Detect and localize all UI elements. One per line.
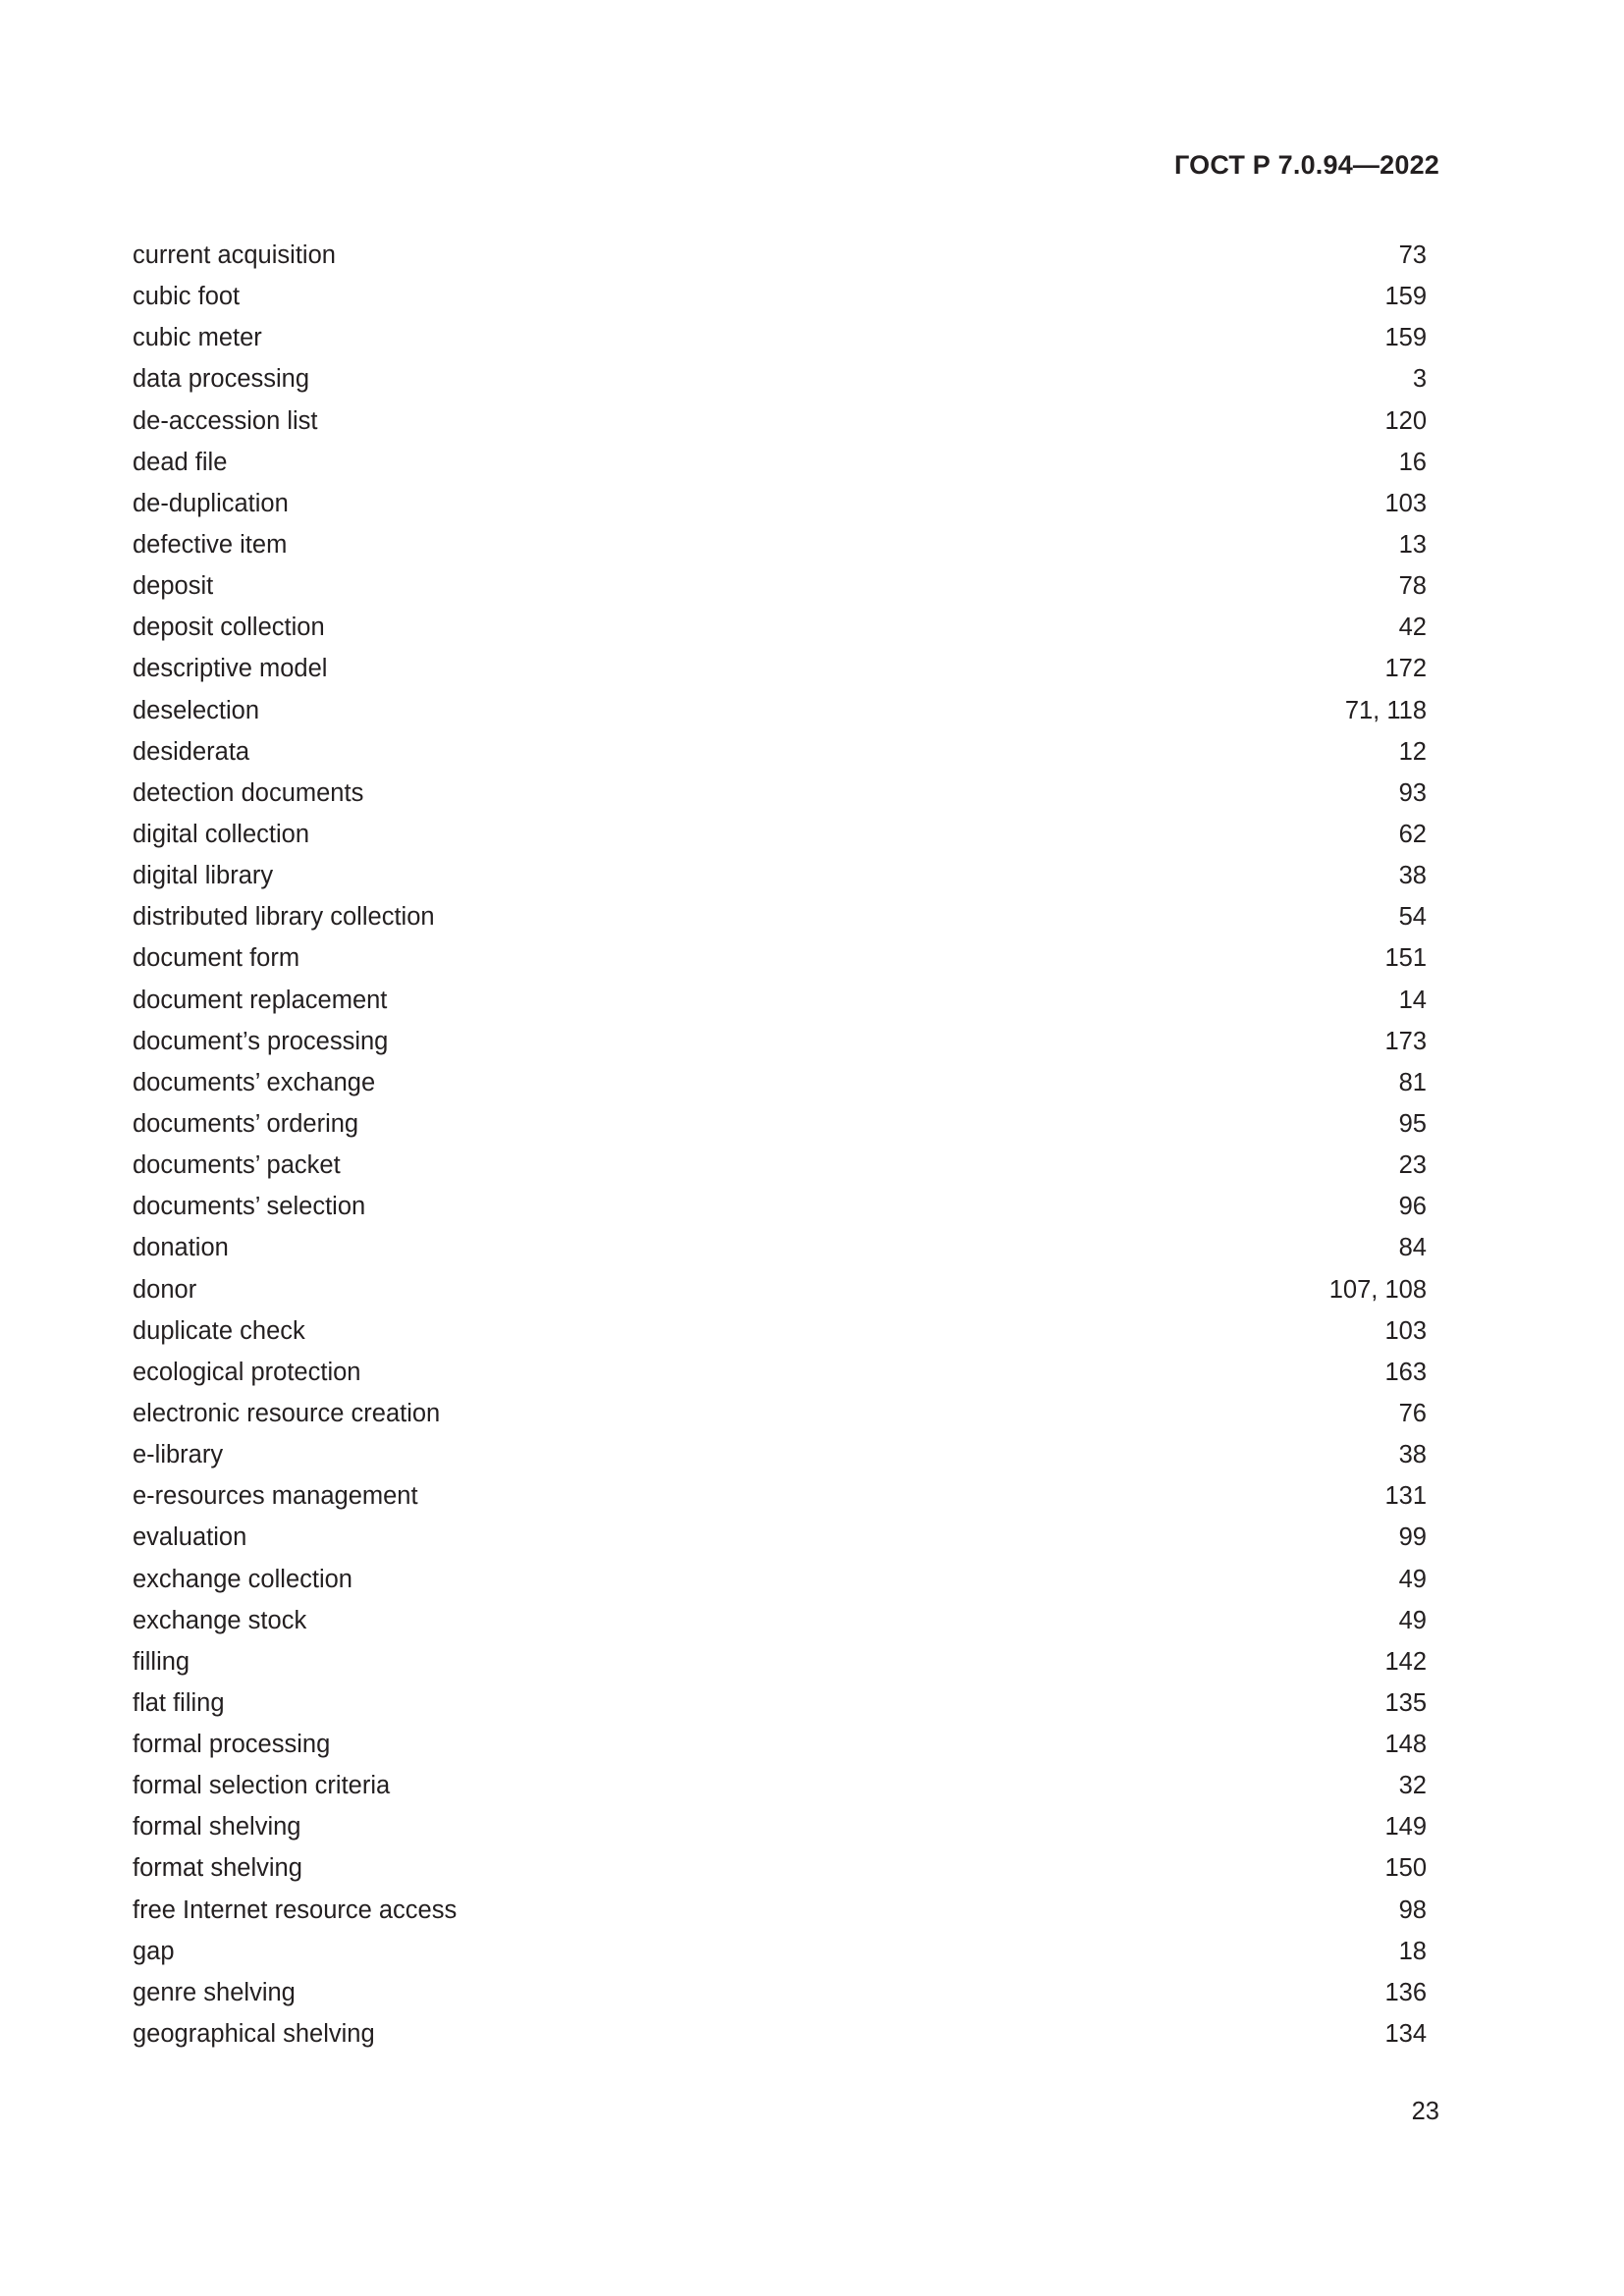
index-term: documents’ ordering bbox=[133, 1109, 359, 1138]
index-term: documents’ selection bbox=[133, 1193, 366, 1221]
index-term-references: 107, 108 bbox=[1328, 1275, 1427, 1304]
index-term: dead file bbox=[133, 448, 228, 476]
index-term-references: 54 bbox=[1398, 903, 1427, 932]
index-term: desiderata bbox=[133, 737, 250, 766]
index-term-references: 159 bbox=[1384, 324, 1427, 352]
index-term-references: 76 bbox=[1398, 1399, 1427, 1427]
index-entry bbox=[133, 1480, 1427, 1522]
index-term-references: 49 bbox=[1398, 1606, 1427, 1634]
index-term: deposit collection bbox=[133, 614, 325, 642]
index-entry bbox=[133, 1191, 1427, 1232]
index-entry bbox=[133, 1811, 1427, 1852]
index-term: document replacement bbox=[133, 986, 388, 1014]
index-term-references: 84 bbox=[1398, 1234, 1427, 1262]
index-entry bbox=[133, 1522, 1427, 1563]
index-term-references: 103 bbox=[1384, 489, 1427, 517]
index-term: deselection bbox=[133, 696, 260, 724]
index-term: formal selection criteria bbox=[133, 1772, 391, 1800]
index-term: formal processing bbox=[133, 1731, 331, 1759]
index-entry bbox=[133, 1274, 1427, 1315]
index-term: ecological protection bbox=[133, 1358, 361, 1386]
index-term: digital library bbox=[133, 862, 274, 890]
index-entry bbox=[133, 405, 1427, 447]
index-term-references: 81 bbox=[1398, 1068, 1427, 1096]
index-term: deposit bbox=[133, 572, 214, 601]
index-entry bbox=[133, 1357, 1427, 1398]
index-term-references: 38 bbox=[1398, 1441, 1427, 1469]
index-entry bbox=[133, 281, 1427, 322]
index-entry bbox=[133, 777, 1427, 819]
index-term: donation bbox=[133, 1234, 229, 1262]
index-term-references: 159 bbox=[1384, 283, 1427, 311]
index-term: descriptive model bbox=[133, 655, 328, 683]
index-term-references: 78 bbox=[1398, 572, 1427, 601]
index-entry bbox=[133, 1687, 1427, 1729]
index-entry bbox=[133, 1067, 1427, 1108]
index-entry bbox=[133, 1936, 1427, 1977]
index-term-references: 134 bbox=[1384, 2020, 1427, 2049]
index-entry bbox=[133, 1646, 1427, 1687]
index-term-references: 3 bbox=[1412, 365, 1427, 394]
index-term: de-accession list bbox=[133, 406, 318, 435]
index-entry bbox=[133, 1149, 1427, 1191]
index-term-references: 163 bbox=[1384, 1358, 1427, 1386]
index-entry bbox=[133, 1895, 1427, 1936]
index-term: documents’ packet bbox=[133, 1151, 341, 1180]
index-term: duplicate check bbox=[133, 1316, 305, 1345]
index-entry bbox=[133, 1564, 1427, 1605]
index-term: document’s processing bbox=[133, 1027, 389, 1055]
index-term: detection documents bbox=[133, 778, 364, 807]
index-entry bbox=[133, 447, 1427, 488]
index-term-references: 135 bbox=[1384, 1688, 1427, 1717]
index-term: cubic foot bbox=[133, 283, 241, 311]
index-term-references: 173 bbox=[1384, 1027, 1427, 1055]
index-entry bbox=[133, 322, 1427, 363]
index-entry bbox=[133, 985, 1427, 1026]
index-term-references: 142 bbox=[1384, 1647, 1427, 1676]
index-entry bbox=[133, 363, 1427, 404]
index-term-references: 49 bbox=[1398, 1565, 1427, 1593]
index-term-references: 150 bbox=[1384, 1854, 1427, 1883]
index-entry bbox=[133, 653, 1427, 694]
index-term: document form bbox=[133, 944, 300, 973]
index-term-references: 131 bbox=[1384, 1482, 1427, 1511]
index-term: donor bbox=[133, 1275, 197, 1304]
index-term-references: 71, 118 bbox=[1344, 696, 1427, 724]
index-entry bbox=[133, 240, 1427, 281]
index-term-references: 98 bbox=[1398, 1896, 1427, 1924]
index-entry bbox=[133, 1977, 1427, 2018]
index-term: documents’ exchange bbox=[133, 1068, 376, 1096]
index-entry bbox=[133, 1232, 1427, 1273]
index-term: genre shelving bbox=[133, 1978, 296, 2006]
index-term-references: 95 bbox=[1398, 1109, 1427, 1138]
index-term-references: 103 bbox=[1384, 1316, 1427, 1345]
index-term-references: 172 bbox=[1384, 655, 1427, 683]
index-term-references: 18 bbox=[1398, 1937, 1427, 1965]
index-entry bbox=[133, 819, 1427, 860]
index-entry bbox=[133, 860, 1427, 901]
index-entry bbox=[133, 901, 1427, 942]
index-entry bbox=[133, 1108, 1427, 1149]
index-entry bbox=[133, 2018, 1427, 2059]
index-term: e-resources management bbox=[133, 1482, 418, 1511]
index-term-references: 42 bbox=[1398, 614, 1427, 642]
index-term-references: 148 bbox=[1384, 1731, 1427, 1759]
index-entry bbox=[133, 1770, 1427, 1811]
index-term-references: 99 bbox=[1398, 1523, 1427, 1552]
index-term: geographical shelving bbox=[133, 2020, 375, 2049]
index-entry bbox=[133, 612, 1427, 653]
index-term: free Internet resource access bbox=[133, 1896, 458, 1924]
index-term-references: 96 bbox=[1398, 1193, 1427, 1221]
index-term-references: 13 bbox=[1398, 530, 1427, 559]
index-term-references: 32 bbox=[1398, 1772, 1427, 1800]
index-entry bbox=[133, 1852, 1427, 1894]
index-entry bbox=[133, 1439, 1427, 1480]
index-entry bbox=[133, 736, 1427, 777]
index-term: e-library bbox=[133, 1441, 224, 1469]
index-term-references: 93 bbox=[1398, 778, 1427, 807]
index-term-references: 151 bbox=[1384, 944, 1427, 973]
index-term-references: 62 bbox=[1398, 820, 1427, 848]
index-term-references: 120 bbox=[1384, 406, 1427, 435]
index-term-references: 149 bbox=[1384, 1813, 1427, 1842]
document-standard-header: ГОСТ Р 7.0.94—2022 bbox=[1173, 150, 1439, 180]
index-term-references: 12 bbox=[1398, 737, 1427, 766]
index-term: flat filing bbox=[133, 1688, 225, 1717]
index-entry bbox=[133, 1605, 1427, 1646]
index-entry bbox=[133, 1315, 1427, 1357]
index-term: filling bbox=[133, 1647, 190, 1676]
index-term: format shelving bbox=[133, 1854, 302, 1883]
index-term-references: 38 bbox=[1398, 862, 1427, 890]
index-entry bbox=[133, 942, 1427, 984]
index-term: cubic meter bbox=[133, 324, 262, 352]
index-term-references: 73 bbox=[1398, 241, 1427, 269]
page-number: 23 bbox=[1411, 2098, 1439, 2125]
index-term-references: 14 bbox=[1398, 986, 1427, 1014]
index-term: de-duplication bbox=[133, 489, 289, 517]
index-entry bbox=[133, 695, 1427, 736]
index-term-references: 136 bbox=[1384, 1978, 1427, 2006]
index-term: current acquisition bbox=[133, 241, 336, 269]
index-entry bbox=[133, 1729, 1427, 1770]
index-term: data processing bbox=[133, 365, 310, 394]
term-index-list bbox=[133, 240, 1427, 2059]
index-term: formal shelving bbox=[133, 1813, 301, 1842]
index-term: defective item bbox=[133, 530, 288, 559]
index-term: electronic resource creation bbox=[133, 1399, 441, 1427]
index-term-references: 16 bbox=[1398, 448, 1427, 476]
index-term-references: 23 bbox=[1398, 1151, 1427, 1180]
index-term: exchange stock bbox=[133, 1606, 307, 1634]
index-term: evaluation bbox=[133, 1523, 247, 1552]
index-entry bbox=[133, 529, 1427, 570]
index-term: gap bbox=[133, 1937, 175, 1965]
index-entry bbox=[133, 1026, 1427, 1067]
index-term: exchange collection bbox=[133, 1565, 352, 1593]
index-entry bbox=[133, 1398, 1427, 1439]
index-entry bbox=[133, 488, 1427, 529]
index-term: distributed library collection bbox=[133, 903, 435, 932]
index-term: digital collection bbox=[133, 820, 310, 848]
index-entry bbox=[133, 570, 1427, 612]
